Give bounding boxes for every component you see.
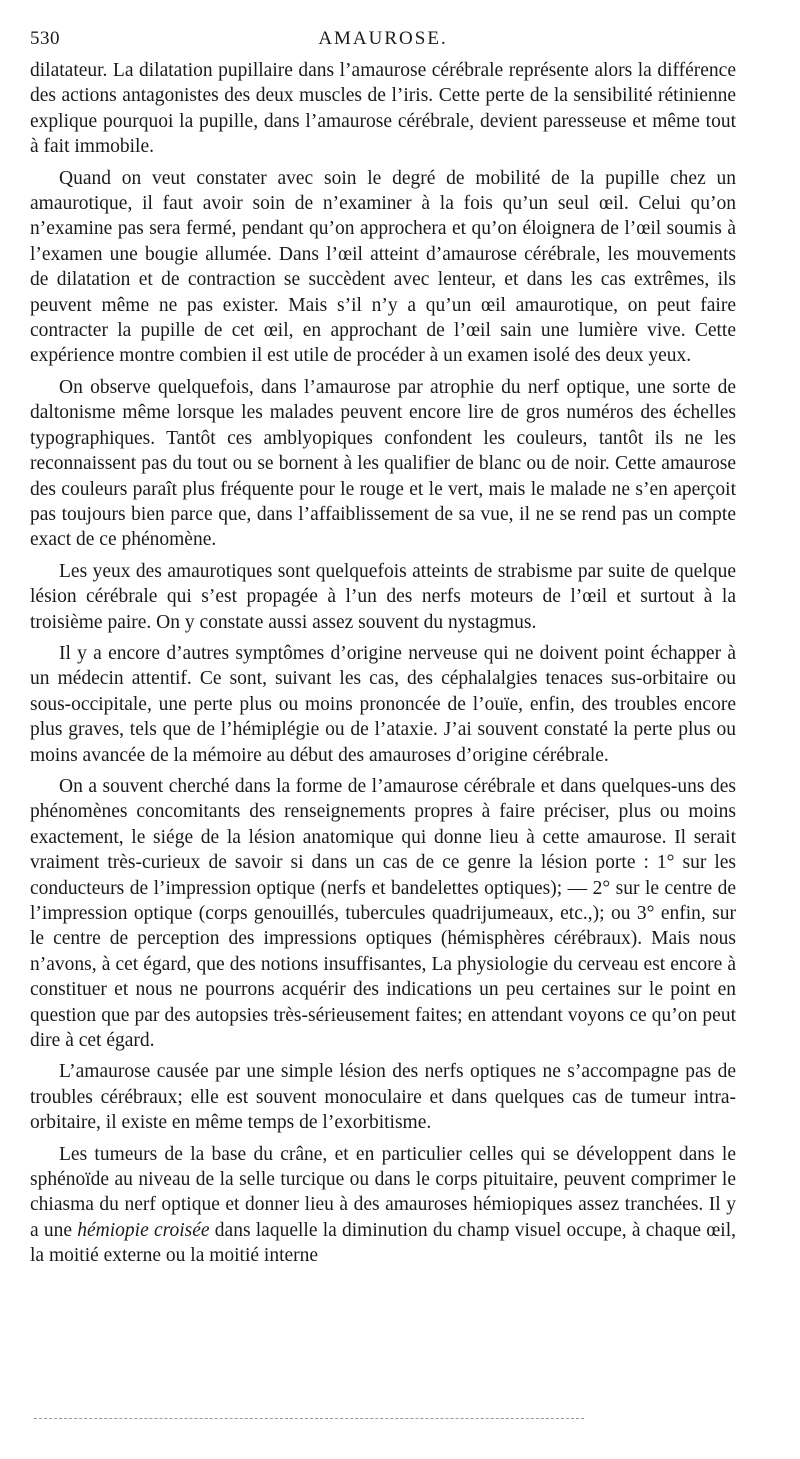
footer-rule <box>34 1418 584 1419</box>
paragraph-text: Les tumeurs de la base du crâne, et en particulier celles qui se développent dans le sphénoïde au niveau de la selle turcique ou dans le corps pituitaire, peuvent comprimer le chiasma du nerf optique et donner lieu à des amauroses hémiopiques assez tranchées. Il y a une <box>30 1143 736 1241</box>
body-text <box>30 58 736 1269</box>
paragraph: Les yeux des amaurotiques sont quelquefois atteints de strabisme par suite de quelque lésion cérébrale qui s’est propagée à l’un des nerfs moteurs de l’œil et surtout à la troisième paire. On y constate aussi assez souvent du nystagmus. <box>30 560 736 633</box>
page-number: 530 <box>30 28 60 49</box>
paragraph: Il y a encore d’autres symptômes d’origine nerveuse qui ne doivent point échapper à un médecin attentif. Ce sont, suivant les cas, des céphalalgies tenaces sus-orbitaire ou sous-occipitale, une perte plus ou moins prononcée de l’ouïe, enfin, des troubles encore plus graves, tels que de l’hémiplégie ou de l’ataxie. J’ai souvent constaté la perte plus ou moins avancée de la mémoire au début des amauroses d’origine cérébrale. <box>30 642 736 766</box>
paragraph: On observe quelquefois, dans l’amaurose par atrophie du nerf optique, une sorte de daltonisme même lorsque les malades peuvent encore lire de gros numéros des échelles typographiques. Tantôt ces amblyopiques confondent les couleurs, tantôt ils ne les reconnaissent pas du tout ou se bornent à les qualifier de blanc ou de noir. Cette amaurose des couleurs paraît plus fréquente pour le rouge et le vert, mais le malade ne s’en aperçoit pas toujours bien parce que, dans l’affaiblissement de sa vue, il ne se rend pas un compte exact de ce phénomène. <box>30 376 736 551</box>
page-header <box>30 28 736 54</box>
paragraph-last <box>30 1142 736 1269</box>
running-title: AMAUROSE. <box>318 28 448 49</box>
italic-term: hémiopie croisée <box>77 1219 210 1241</box>
paragraph: dilatateur. La dilatation pupillaire dans l’amaurose cérébrale représente alors la différence des actions antagonistes des deux muscles de l’iris. Cette perte de la sensibilité rétinienne explique pourquoi la pupille, dans l’amaurose cérébrale, devient paresseuse et même tout à fait immobile. <box>30 60 736 158</box>
paragraph: Quand on veut constater avec soin le degré de mobilité de la pupille chez un amaurotique, il faut avoir soin de n’examiner à la fois qu’un seul œil. Celui qu’on n’examine pas sera fermé, pendant qu’on approchera et qu’on éloignera de l’œil soumis à l’examen une bougie allumée. Dans l’œil atteint d’amaurose cérébrale, les mouvements de dilatation et de contraction se succèdent avec lenteur, et dans les cas extrêmes, ils peuvent même ne pas exister. Mais s’il n’y a qu’un œil amaurotique, on peut faire contracter la pupille de cet œil, en approchant de l’œil sain une lumière vive. Cette expérience montre combien il est utile de procéder à un examen isolé des deux yeux. <box>30 167 736 367</box>
document-page <box>30 28 736 1275</box>
paragraph-text: dans laquelle la diminution du champ visuel occupe, à chaque œil, la moitié externe ou la moitié interne <box>30 1219 736 1267</box>
paragraph: L’amaurose causée par une simple lésion des nerfs optiques ne s’accompagne pas de troubles cérébraux; elle est souvent monoculaire et dans quelques cas de tumeur intra-orbitaire, il existe en même temps de l’exorbitisme. <box>30 1061 736 1134</box>
paragraph: On a souvent cherché dans la forme de l’amaurose cérébrale et dans quelques-uns des phénomènes concomitants des renseignements propres à faire préciser, plus ou moins exactement, le siége de la lésion anatomique qui donne lieu à cette amaurose. Il serait vraiment très-curieux de savoir si dans un cas de ce genre la lésion porte : 1° sur les conducteurs de l’impression optique (nerfs et bandelettes optiques); — 2° sur le centre de l’impression optique (corps genouillés, tubercules quadrijumeaux, etc.,); ou 3° enfin, sur le centre de perception des impressions optiques (hémisphères cérébraux). Mais nous n’avons, à cet égard, que des notions insuffisantes, La physiologie du cerveau est encore à constituer et nous ne pourrons acquérir des indications un peu certaines sur le point en question que par des autopsies très-sérieusement faites; en attendant voyons ce qu’on peut dire à cet égard. <box>30 775 736 1052</box>
